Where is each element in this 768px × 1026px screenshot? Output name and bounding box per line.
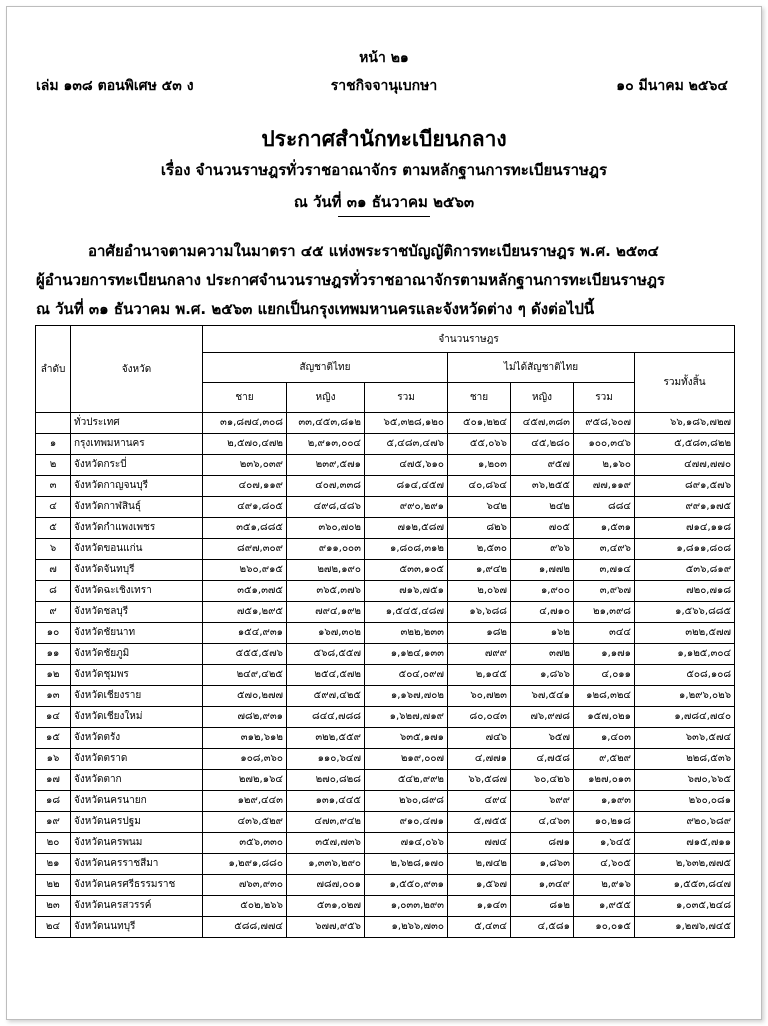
- grand-total-cell: ๘๙๑,๕๗๖: [635, 476, 735, 497]
- province-cell: จังหวัดนครพนม: [71, 833, 203, 854]
- grand-total-cell: ๑,๕๕๓,๘๔๗: [635, 875, 735, 896]
- table-row: [36, 434, 735, 455]
- announcement-title: ประกาศสำนักทะเบียนกลาง: [261, 127, 507, 151]
- grand-total-cell: ๖๓๖,๕๗๔: [635, 728, 735, 749]
- nonthai-male-cell: ๑๖,๖๘๘: [448, 602, 511, 623]
- table-row: [36, 602, 735, 623]
- nonthai-total-cell: ๑๒๘,๓๒๔: [574, 686, 635, 707]
- province-cell: จังหวัดนครราชสีมา: [71, 854, 203, 875]
- rank-cell: ๒๑: [36, 854, 71, 875]
- thai-male-cell: ๒๔๙,๔๒๕: [203, 665, 287, 686]
- rank-cell: ๒๐: [36, 833, 71, 854]
- thai-total-cell: ๖๕,๓๒๘,๑๒๐: [365, 413, 448, 434]
- nonthai-male-cell: ๒,๕๓๐: [448, 539, 511, 560]
- nonthai-female-cell: ๖๐,๔๒๖: [511, 770, 574, 791]
- header-nonthai-total: รวม: [574, 383, 635, 413]
- rank-cell: ๑๙: [36, 812, 71, 833]
- thai-male-cell: ๑,๒๙๑,๘๘๐: [203, 854, 287, 875]
- grand-total-cell: ๕๐๘,๑๐๘: [635, 665, 735, 686]
- table-row: [36, 791, 735, 812]
- province-cell: จังหวัดกำแพงเพชร: [71, 518, 203, 539]
- rank-cell: ๑๑: [36, 644, 71, 665]
- province-cell: จังหวัดนครศรีธรรมราช: [71, 875, 203, 896]
- paragraph-line-1: อาศัยอำนาจตามความในมาตรา ๔๕ แห่งพระราชบัญญัติการทะเบียนราษฎร พ.ศ. ๒๕๓๔: [88, 242, 659, 260]
- nonthai-male-cell: ๔๐,๘๖๔: [448, 476, 511, 497]
- thai-total-cell: ๗๑๖,๗๕๑: [365, 581, 448, 602]
- paragraph-line-3: ณ วันที่ ๓๑ ธันวาคม พ.ศ. ๒๕๖๓ แยกเป็นกรุงเทพมหานครและจังหวัดต่าง ๆ ดังต่อไปนี้: [36, 300, 595, 318]
- nonthai-male-cell: ๖๐,๗๒๓: [448, 686, 511, 707]
- header-thai-total: รวม: [365, 383, 448, 413]
- nonthai-female-cell: ๔๕๗,๓๘๓: [511, 413, 574, 434]
- nonthai-total-cell: ๓๔๔: [574, 623, 635, 644]
- thai-total-cell: ๓๒๒,๒๓๓: [365, 623, 448, 644]
- nonthai-male-cell: ๕๐๑,๒๒๔: [448, 413, 511, 434]
- rank-cell: ๑๐: [36, 623, 71, 644]
- rank-cell: ๑๒: [36, 665, 71, 686]
- nonthai-total-cell: ๘๘๔: [574, 497, 635, 518]
- thai-male-cell: ๕๘๘,๗๗๔: [203, 917, 287, 938]
- province-cell: จังหวัดตราด: [71, 749, 203, 770]
- nonthai-female-cell: ๑๖๒: [511, 623, 574, 644]
- thai-male-cell: ๑๕๔,๙๓๑: [203, 623, 287, 644]
- thai-female-cell: ๒๕๔,๕๗๒: [287, 665, 365, 686]
- nonthai-female-cell: ๖๗,๕๔๑: [511, 686, 574, 707]
- rank-cell: ๔: [36, 497, 71, 518]
- thai-female-cell: ๒,๙๑๓,๐๐๔: [287, 434, 365, 455]
- thai-female-cell: ๓๖๕,๓๗๖: [287, 581, 365, 602]
- nonthai-male-cell: ๔๙๔: [448, 791, 511, 812]
- nonthai-male-cell: ๘๒๖: [448, 518, 511, 539]
- population-table: [35, 325, 735, 938]
- rank-cell: ๙: [36, 602, 71, 623]
- province-cell: จังหวัดกระบี่: [71, 455, 203, 476]
- province-cell: จังหวัดนครนายก: [71, 791, 203, 812]
- grand-total-cell: ๕,๕๘๓,๘๒๒: [635, 434, 735, 455]
- nonthai-total-cell: ๓,๗๑๔: [574, 560, 635, 581]
- rank-cell: ๒: [36, 455, 71, 476]
- nonthai-total-cell: ๑๒๗,๐๑๓: [574, 770, 635, 791]
- thai-male-cell: ๔๙๑,๘๐๕: [203, 497, 287, 518]
- nonthai-total-cell: ๒,๑๖๐: [574, 455, 635, 476]
- table-row: [36, 770, 735, 791]
- table-row: [36, 707, 735, 728]
- grand-total-cell: ๑,๐๓๕,๒๔๘: [635, 896, 735, 917]
- thai-total-cell: ๗๑๔,๐๖๖: [365, 833, 448, 854]
- province-cell: จังหวัดตรัง: [71, 728, 203, 749]
- thai-female-cell: ๗๘๗,๐๐๑: [287, 875, 365, 896]
- grand-total-cell: ๑,๕๖๖,๘๘๕: [635, 602, 735, 623]
- nonthai-female-cell: ๘๑๒: [511, 896, 574, 917]
- nonthai-total-cell: ๑,๑๗๑: [574, 644, 635, 665]
- thai-total-cell: ๑,๘๐๘,๓๑๒: [365, 539, 448, 560]
- rank-cell: ๑๘: [36, 791, 71, 812]
- rank-cell: ๑๕: [36, 728, 71, 749]
- grand-total-cell: ๗๑๕,๗๑๑: [635, 833, 735, 854]
- thai-female-cell: ๓๖๐,๗๐๒: [287, 518, 365, 539]
- thai-total-cell: ๑,๐๓๓,๒๙๓: [365, 896, 448, 917]
- nonthai-male-cell: ๕๕,๐๖๖: [448, 434, 511, 455]
- province-cell: จังหวัดนนทบุรี: [71, 917, 203, 938]
- nonthai-total-cell: ๓,๔๙๖: [574, 539, 635, 560]
- thai-female-cell: ๑๖๗,๓๐๒: [287, 623, 365, 644]
- thai-total-cell: ๙๙๐,๒๙๑: [365, 497, 448, 518]
- thai-total-cell: ๘๑๔,๔๕๗: [365, 476, 448, 497]
- thai-total-cell: ๑,๑๒๔,๑๓๓: [365, 644, 448, 665]
- nonthai-total-cell: ๙,๕๒๙: [574, 749, 635, 770]
- thai-total-cell: ๕๐๔,๐๙๗: [365, 665, 448, 686]
- thai-male-cell: ๓๕๑,๓๗๕: [203, 581, 287, 602]
- thai-male-cell: ๕๗๐,๒๗๗: [203, 686, 287, 707]
- nonthai-male-cell: ๑๘๒: [448, 623, 511, 644]
- nonthai-female-cell: ๙๖๖: [511, 539, 574, 560]
- thai-female-cell: ๓๕๗,๗๓๖: [287, 833, 365, 854]
- nonthai-total-cell: ๑๐,๐๑๕: [574, 917, 635, 938]
- thai-male-cell: ๔๓๖,๕๒๙: [203, 812, 287, 833]
- rank-cell: ๕: [36, 518, 71, 539]
- table-row: [36, 476, 735, 497]
- thai-total-cell: ๕๓๓,๑๐๕: [365, 560, 448, 581]
- thai-total-cell: ๑,๑๖๗,๗๐๒: [365, 686, 448, 707]
- table-row: [36, 665, 735, 686]
- thai-female-cell: ๔๐๗,๓๓๘: [287, 476, 365, 497]
- thai-female-cell: ๘๔๔,๗๘๘: [287, 707, 365, 728]
- table-row: [36, 518, 735, 539]
- nonthai-male-cell: ๘๐,๐๔๓: [448, 707, 511, 728]
- nonthai-female-cell: ๓๖,๒๕๕: [511, 476, 574, 497]
- thai-male-cell: ๗๖๓,๙๓๐: [203, 875, 287, 896]
- nonthai-female-cell: ๔,๗๑๐: [511, 602, 574, 623]
- province-cell: จังหวัดชัยนาท: [71, 623, 203, 644]
- thai-female-cell: ๕๖๘,๕๕๗: [287, 644, 365, 665]
- nonthai-male-cell: ๗๗๔: [448, 833, 511, 854]
- thai-total-cell: ๑,๕๔๕,๔๘๗: [365, 602, 448, 623]
- nonthai-female-cell: ๙๕๗: [511, 455, 574, 476]
- header-grand-total: รวมทั้งสิ้น: [635, 353, 735, 413]
- province-cell: จังหวัดกาญจนบุรี: [71, 476, 203, 497]
- thai-male-cell: ๕๐๒,๒๖๖: [203, 896, 287, 917]
- nonthai-total-cell: ๒๑,๓๙๘: [574, 602, 635, 623]
- province-cell: จังหวัดนครสวรรค์: [71, 896, 203, 917]
- rank-cell: ๑: [36, 434, 71, 455]
- province-cell: จังหวัดเชียงใหม่: [71, 707, 203, 728]
- thai-male-cell: ๒๖๐,๙๑๕: [203, 560, 287, 581]
- rank-cell: ๓: [36, 476, 71, 497]
- grand-total-cell: ๔๗๗,๗๗๐: [635, 455, 735, 476]
- nonthai-female-cell: ๔๕,๒๘๐: [511, 434, 574, 455]
- thai-male-cell: ๗๕๑,๒๙๕: [203, 602, 287, 623]
- nonthai-total-cell: ๔,๐๑๑: [574, 665, 635, 686]
- table-row: [36, 833, 735, 854]
- grand-total-cell: ๙๒๐,๖๘๙: [635, 812, 735, 833]
- nonthai-male-cell: ๔,๗๗๑: [448, 749, 511, 770]
- table-row: [36, 560, 735, 581]
- thai-female-cell: ๓๓,๔๕๓,๘๑๒: [287, 413, 365, 434]
- paragraph-line-2: ผู้อำนวยการทะเบียนกลาง ประกาศจำนวนราษฎรทั่วราชอาณาจักรตามหลักฐานการทะเบียนราษฎร: [36, 271, 665, 289]
- grand-total-cell: ๑,๒๗๖,๗๔๕: [635, 917, 735, 938]
- nonthai-total-cell: ๑,๙๕๕: [574, 896, 635, 917]
- table-row: [36, 623, 735, 644]
- nonthai-male-cell: ๒,๑๔๕: [448, 665, 511, 686]
- grand-total-cell: ๕๓๖,๘๑๙: [635, 560, 735, 581]
- grand-total-cell: ๑,๗๘๔,๗๔๐: [635, 707, 735, 728]
- thai-female-cell: ๖๗๗,๙๕๖: [287, 917, 365, 938]
- nonthai-total-cell: ๑,๖๔๕: [574, 833, 635, 854]
- nonthai-total-cell: ๙๕๘,๖๐๗: [574, 413, 635, 434]
- thai-male-cell: ๑๐๘,๓๖๐: [203, 749, 287, 770]
- rank-cell: ๒๒: [36, 875, 71, 896]
- rank-cell: ๘: [36, 581, 71, 602]
- thai-total-cell: ๒๑๙,๐๐๗: [365, 749, 448, 770]
- table-row: [36, 896, 735, 917]
- grand-total-cell: ๗๑๔,๑๑๘: [635, 518, 735, 539]
- nonthai-female-cell: ๔,๕๘๑: [511, 917, 574, 938]
- nonthai-male-cell: ๖๔๒: [448, 497, 511, 518]
- nonthai-female-cell: ๑,๘๖๖: [511, 665, 574, 686]
- gazette-name: ราชกิจจานุเบกษา: [330, 78, 438, 94]
- grand-total-cell: ๒๒๘,๕๓๖: [635, 749, 735, 770]
- nonthai-female-cell: ๗๖,๙๗๘: [511, 707, 574, 728]
- nonthai-female-cell: ๗๐๕: [511, 518, 574, 539]
- thai-female-cell: ๙๑๑,๐๐๓: [287, 539, 365, 560]
- table-row: [36, 854, 735, 875]
- header-thai-male: ชาย: [203, 383, 287, 413]
- thai-male-cell: ๓๑๒,๖๑๒: [203, 728, 287, 749]
- thai-total-cell: ๗๑๒,๕๘๗: [365, 518, 448, 539]
- thai-female-cell: ๑๓๑,๔๔๕: [287, 791, 365, 812]
- grand-total-cell: ๖๖,๑๘๖,๗๒๗: [635, 413, 735, 434]
- rank-cell: ๑๓: [36, 686, 71, 707]
- thai-female-cell: ๕๓๑,๐๒๗: [287, 896, 365, 917]
- thai-female-cell: ๔๙๘,๔๘๖: [287, 497, 365, 518]
- thai-male-cell: ๒,๕๗๐,๔๗๒: [203, 434, 287, 455]
- rank-cell: ๑๖: [36, 749, 71, 770]
- header-thai-female: หญิง: [287, 383, 365, 413]
- thai-female-cell: ๒๓๙,๕๗๑: [287, 455, 365, 476]
- thai-male-cell: ๔๐๗,๑๑๙: [203, 476, 287, 497]
- nonthai-male-cell: ๕,๗๕๕: [448, 812, 511, 833]
- header-rank: ลำดับ: [36, 326, 71, 413]
- announcement-subject: เรื่อง จำนวนราษฎรทั่วราชอาณาจักร ตามหลักฐานการทะเบียนราษฎร: [160, 161, 608, 179]
- thai-total-cell: ๒,๖๒๘,๑๗๐: [365, 854, 448, 875]
- nonthai-female-cell: ๘๗๑: [511, 833, 574, 854]
- grand-total-cell: ๖๗๐,๖๖๕: [635, 770, 735, 791]
- nonthai-total-cell: ๑,๕๓๑: [574, 518, 635, 539]
- table-row: [36, 497, 735, 518]
- nonthai-total-cell: ๑,๑๙๓: [574, 791, 635, 812]
- grand-total-cell: ๒,๖๓๒,๗๗๕: [635, 854, 735, 875]
- thai-female-cell: ๗๙๔,๑๙๒: [287, 602, 365, 623]
- province-cell: จังหวัดขอนแก่น: [71, 539, 203, 560]
- rank-cell: [36, 413, 71, 434]
- grand-total-cell: ๑,๑๒๕,๓๐๔: [635, 644, 735, 665]
- gazette-volume: เล่ม ๑๓๘ ตอนพิเศษ ๕๓ ง: [36, 78, 194, 94]
- thai-female-cell: ๒๗๒,๑๙๐: [287, 560, 365, 581]
- grand-total-cell: ๙๙๑,๑๗๕: [635, 497, 735, 518]
- table-row: [36, 686, 735, 707]
- rank-cell: ๑๗: [36, 770, 71, 791]
- province-cell: จังหวัดชุมพร: [71, 665, 203, 686]
- thai-total-cell: ๒๖๐,๘๙๘: [365, 791, 448, 812]
- nonthai-male-cell: ๖๖,๕๘๗: [448, 770, 511, 791]
- thai-male-cell: ๒๓๖,๐๓๙: [203, 455, 287, 476]
- province-cell: จังหวัดนครปฐม: [71, 812, 203, 833]
- thai-female-cell: ๑๑๐,๖๔๗: [287, 749, 365, 770]
- grand-total-cell: ๑,๘๑๑,๘๐๘: [635, 539, 735, 560]
- table-row: [36, 644, 735, 665]
- rank-cell: ๒๔: [36, 917, 71, 938]
- nonthai-female-cell: ๑,๓๔๙: [511, 875, 574, 896]
- nonthai-female-cell: ๔,๗๕๘: [511, 749, 574, 770]
- thai-female-cell: ๔๗๓,๙๔๒: [287, 812, 365, 833]
- announcement-date: ณ วันที่ ๓๑ ธันวาคม ๒๕๖๓: [293, 193, 475, 211]
- nonthai-total-cell: ๑,๔๐๓: [574, 728, 635, 749]
- nonthai-total-cell: ๒,๙๑๖: [574, 875, 635, 896]
- province-cell: ทั่วประเทศ: [71, 413, 203, 434]
- grand-total-cell: ๒๖๐,๐๘๑: [635, 791, 735, 812]
- nonthai-male-cell: ๗๔๖: [448, 728, 511, 749]
- rank-cell: ๒๓: [36, 896, 71, 917]
- thai-total-cell: ๔๗๕,๖๑๐: [365, 455, 448, 476]
- grand-total-cell: ๑,๒๙๖,๐๒๖: [635, 686, 735, 707]
- nonthai-female-cell: ๑,๙๐๐: [511, 581, 574, 602]
- nonthai-male-cell: ๗๙๙: [448, 644, 511, 665]
- nonthai-male-cell: ๕,๔๓๔: [448, 917, 511, 938]
- thai-male-cell: ๗๘๒,๙๓๑: [203, 707, 287, 728]
- thai-total-cell: ๑,๖๒๗,๗๑๙: [365, 707, 448, 728]
- province-cell: จังหวัดจันทบุรี: [71, 560, 203, 581]
- header-population: จำนวนราษฎร: [203, 326, 735, 353]
- nonthai-female-cell: ๑,๘๖๓: [511, 854, 574, 875]
- thai-female-cell: ๕๙๗,๔๒๕: [287, 686, 365, 707]
- table-row: [36, 581, 735, 602]
- table-row: [36, 812, 735, 833]
- header-nonthai-male: ชาย: [448, 383, 511, 413]
- table-row: [36, 917, 735, 938]
- nonthai-female-cell: ๑,๗๗๒: [511, 560, 574, 581]
- grand-total-cell: ๗๒๐,๗๑๘: [635, 581, 735, 602]
- nonthai-female-cell: ๖๕๗: [511, 728, 574, 749]
- thai-total-cell: ๙๑๐,๔๗๑: [365, 812, 448, 833]
- thai-female-cell: ๓๒๒,๕๕๙: [287, 728, 365, 749]
- nonthai-female-cell: ๖๙๙: [511, 791, 574, 812]
- header-thai-nationality: สัญชาติไทย: [203, 353, 448, 383]
- thai-total-cell: ๑,๕๕๐,๙๓๑: [365, 875, 448, 896]
- province-cell: จังหวัดเชียงราย: [71, 686, 203, 707]
- nonthai-male-cell: ๑,๙๔๒: [448, 560, 511, 581]
- table-row: [36, 875, 735, 896]
- thai-male-cell: ๒๗๒,๑๖๔: [203, 770, 287, 791]
- thai-male-cell: ๓๕๑,๘๘๕: [203, 518, 287, 539]
- province-cell: จังหวัดกาฬสินธุ์: [71, 497, 203, 518]
- nonthai-total-cell: ๑๐,๒๑๘: [574, 812, 635, 833]
- province-cell: จังหวัดฉะเชิงเทรา: [71, 581, 203, 602]
- province-cell: กรุงเทพมหานคร: [71, 434, 203, 455]
- nonthai-male-cell: ๑,๒๐๓: [448, 455, 511, 476]
- nonthai-total-cell: ๗๗,๑๑๙: [574, 476, 635, 497]
- thai-male-cell: ๘๙๗,๓๐๙: [203, 539, 287, 560]
- nonthai-male-cell: ๑,๕๖๗: [448, 875, 511, 896]
- grand-total-cell: ๓๒๒,๕๗๗: [635, 623, 735, 644]
- nonthai-total-cell: ๔,๖๐๕: [574, 854, 635, 875]
- table-row: [36, 455, 735, 476]
- thai-female-cell: ๑,๓๓๖,๒๙๐: [287, 854, 365, 875]
- thai-male-cell: ๓๑,๘๗๔,๓๐๘: [203, 413, 287, 434]
- nonthai-male-cell: ๑,๑๔๓: [448, 896, 511, 917]
- nonthai-total-cell: ๓,๙๖๗: [574, 581, 635, 602]
- nonthai-female-cell: ๔,๔๖๓: [511, 812, 574, 833]
- page-number: หน้า ๒๑: [359, 50, 409, 66]
- nonthai-female-cell: ๒๔๒: [511, 497, 574, 518]
- thai-total-cell: ๖๓๕,๑๗๑: [365, 728, 448, 749]
- gazette-date: ๑๐ มีนาคม ๒๕๖๔: [616, 78, 728, 94]
- thai-male-cell: ๕๕๕,๕๗๖: [203, 644, 287, 665]
- header-non-thai-nationality: ไม่ได้สัญชาติไทย: [448, 353, 635, 383]
- province-cell: จังหวัดชลบุรี: [71, 602, 203, 623]
- title-underline: [338, 216, 430, 217]
- rank-cell: ๗: [36, 560, 71, 581]
- province-cell: จังหวัดตาก: [71, 770, 203, 791]
- nonthai-male-cell: ๒,๐๖๗: [448, 581, 511, 602]
- thai-total-cell: ๑,๒๖๖,๗๓๐: [365, 917, 448, 938]
- rank-cell: ๑๔: [36, 707, 71, 728]
- header-nonthai-female: หญิง: [511, 383, 574, 413]
- thai-total-cell: ๕๔๒,๙๙๒: [365, 770, 448, 791]
- thai-male-cell: ๑๒๙,๔๔๓: [203, 791, 287, 812]
- thai-male-cell: ๓๕๖,๓๓๐: [203, 833, 287, 854]
- nonthai-female-cell: ๓๗๒: [511, 644, 574, 665]
- nonthai-total-cell: ๑๐๐,๓๔๖: [574, 434, 635, 455]
- rank-cell: ๖: [36, 539, 71, 560]
- table-row: [36, 539, 735, 560]
- table-row: [36, 413, 735, 434]
- table-row: [36, 728, 735, 749]
- nonthai-male-cell: ๒,๗๔๒: [448, 854, 511, 875]
- thai-female-cell: ๒๗๐,๘๒๘: [287, 770, 365, 791]
- header-province: จังหวัด: [71, 326, 203, 413]
- thai-total-cell: ๕,๔๘๓,๔๗๖: [365, 434, 448, 455]
- province-cell: จังหวัดชัยภูมิ: [71, 644, 203, 665]
- table-row: [36, 749, 735, 770]
- nonthai-total-cell: ๑๕๗,๐๒๑: [574, 707, 635, 728]
